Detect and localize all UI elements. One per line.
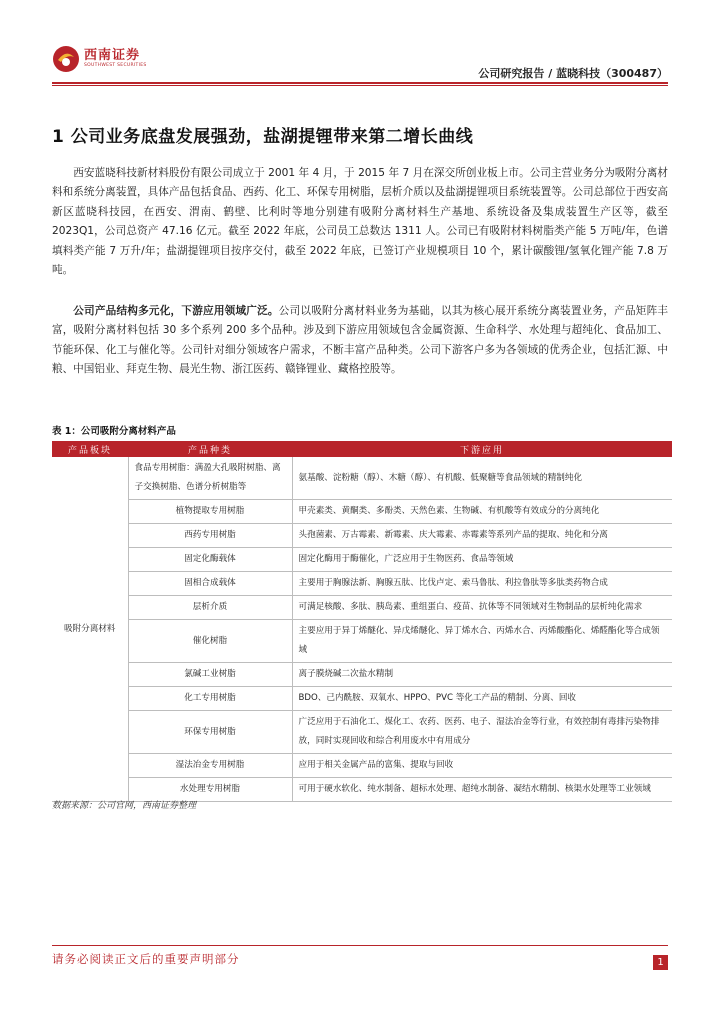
table-row [52,754,672,778]
application-cell: 固定化酶用于酶催化，广泛应用于生物医药、食品等领域 [292,548,672,572]
application-cell: 可满足核酸、多肽、胰岛素、重组蛋白、疫苗、抗体等不同领域对生物制品的层析纯化需求 [292,596,672,620]
type-cell: 西药专用树脂 [128,524,292,548]
product-paragraph [52,302,668,380]
application-cell: 氨基酸、淀粉糖（醇）、木糖（醇）、有机酸、低聚糖等食品领域的精制纯化 [292,457,672,500]
header-cell-application: 下游应用 [292,441,672,457]
logo-chinese-name: 西南证券 [84,48,141,64]
application-cell: 甲壳素类、黄酮类、多酚类、天然色素、生物碱、有机酸等有效成分的分离纯化 [292,500,672,524]
application-cell: 主要应用于异丁烯醚化、异戊烯醚化、异丁烯水合、丙烯水合、丙烯酸酯化、烯醛酯化等合成领域 [292,620,672,663]
footer-disclaimer: 请务必阅读正文后的重要声明部分 [52,952,240,966]
table-row [52,596,672,620]
type-cell: 环保专用树脂 [128,711,292,754]
type-cell: 层析介质 [128,596,292,620]
logo-english-name: SOUTHWEST SECURITIES [84,63,147,69]
table-row [52,620,672,663]
intro-paragraph: 西安蓝晓科技新材料股份有限公司成立于 2001 年 4 月，于 2015 年 7 月在深交所创业板上市。公司主营业务分为吸附分离材料和系统分离装置，具体产品包括食品、西药、化工、环保专用树脂，层析介质以及盐湖提锂项目系统装置等。公司总部位于西安高新区蓝晓科技园，在西安、渭南、鹤壁、比利时等地分别建有吸附分离材料生产基地、系统设备及集成装置生产区等，截至 2023Q1，公司总资产 47.16 亿元。截至 2022 年底，公司员工总数达 1311 人。公司已有吸附材料树脂类产能 5 万吨/年，色谱填料类产能 7 万升/年；盐湖提锂项目按序交付，截至 2022 年底，已签订产业规模项目 10 个，累计碳酸锂/氢氧化锂产能 7.8 万吨。 [52,167,668,277]
type-cell: 催化树脂 [128,620,292,663]
type-cell: 植物提取专用树脂 [128,500,292,524]
table-row [52,572,672,596]
product-paragraph-body: 公司以吸附分离材料业务为基础，以其为核心展开系统分离装置业务，产品矩阵丰富，吸附分离材料包括 30 多个系列 200 多个品种。涉及到下游应用领域包含金属资源、生命科学、水处理与超纯化、食品加工、节能环保、化工与催化等。公司针对细分领域客户需求，不断丰富产品种类。公司下游客户多为各领域的优秀企业，包括汇源、中粮、中国铝业、拜克生物、晨光生物、浙江医药、赣锋锂业、藏格控股等。 [52,305,669,376]
table-row [52,457,672,500]
table-row [52,524,672,548]
type-cell: 水处理专用树脂 [128,778,292,802]
company-logo [52,44,147,74]
report-header-title: 公司研究报告 / 蓝晓科技（300487） [478,67,668,80]
header-divider [52,82,668,84]
page-number: 1 [653,955,668,970]
products-table [52,441,672,802]
header-cell-segment: 产品板块 [52,441,128,457]
application-cell: 头孢菌素、万古霉素、新霉素、庆大霉素、赤霉素等系列产品的提取、纯化和分离 [292,524,672,548]
type-cell: 氯碱工业树脂 [128,663,292,687]
type-cell: 固定化酶载体 [128,548,292,572]
application-cell: 应用于相关金属产品的富集、提取与回收 [292,754,672,778]
type-cell: 固相合成载体 [128,572,292,596]
table-row [52,663,672,687]
application-cell: 离子膜烧碱二次盐水精制 [292,663,672,687]
category-cell: 吸附分离材料 [52,457,128,802]
application-cell: 主要用于胸腺法新、胸腺五肽、比伐卢定、索马鲁肽、利拉鲁肽等多肽类药物合成 [292,572,672,596]
header-cell-type: 产品种类 [128,441,292,457]
application-cell: 广泛应用于石油化工、煤化工、农药、医药、电子、湿法冶金等行业，有效控制有毒排污染物排放，同时实现回收和综合利用废水中有用成分 [292,711,672,754]
table-header-row [52,441,672,457]
logo-mark-icon [52,45,80,73]
type-cell: 食品专用树脂：满盈大孔吸附树脂、离子交换树脂、色谱分析树脂等 [128,457,292,500]
table-row [52,500,672,524]
table-caption: 表 1：公司吸附分离材料产品 [52,426,176,437]
table-row [52,711,672,754]
application-cell: 可用于硬水软化、纯水制备、超标水处理、超纯水制备、凝结水精制、核渠水处理等工业领域 [292,778,672,802]
application-cell: BDO、己内酰胺、双氧水、HPPO、PVC 等化工产品的精制、分离、回收 [292,687,672,711]
type-cell: 湿法冶金专用树脂 [128,754,292,778]
footer-divider [52,945,668,946]
data-source-note: 数据来源：公司官网，西南证券整理 [52,801,197,811]
type-cell: 化工专用树脂 [128,687,292,711]
table-row [52,687,672,711]
product-paragraph-lead: 公司产品结构多元化，下游应用领域广泛。 [73,305,279,317]
table-row [52,548,672,572]
header-divider-thin [52,85,668,86]
section-title: 1 公司业务底盘发展强劲，盐湖提锂带来第二增长曲线 [52,127,474,147]
